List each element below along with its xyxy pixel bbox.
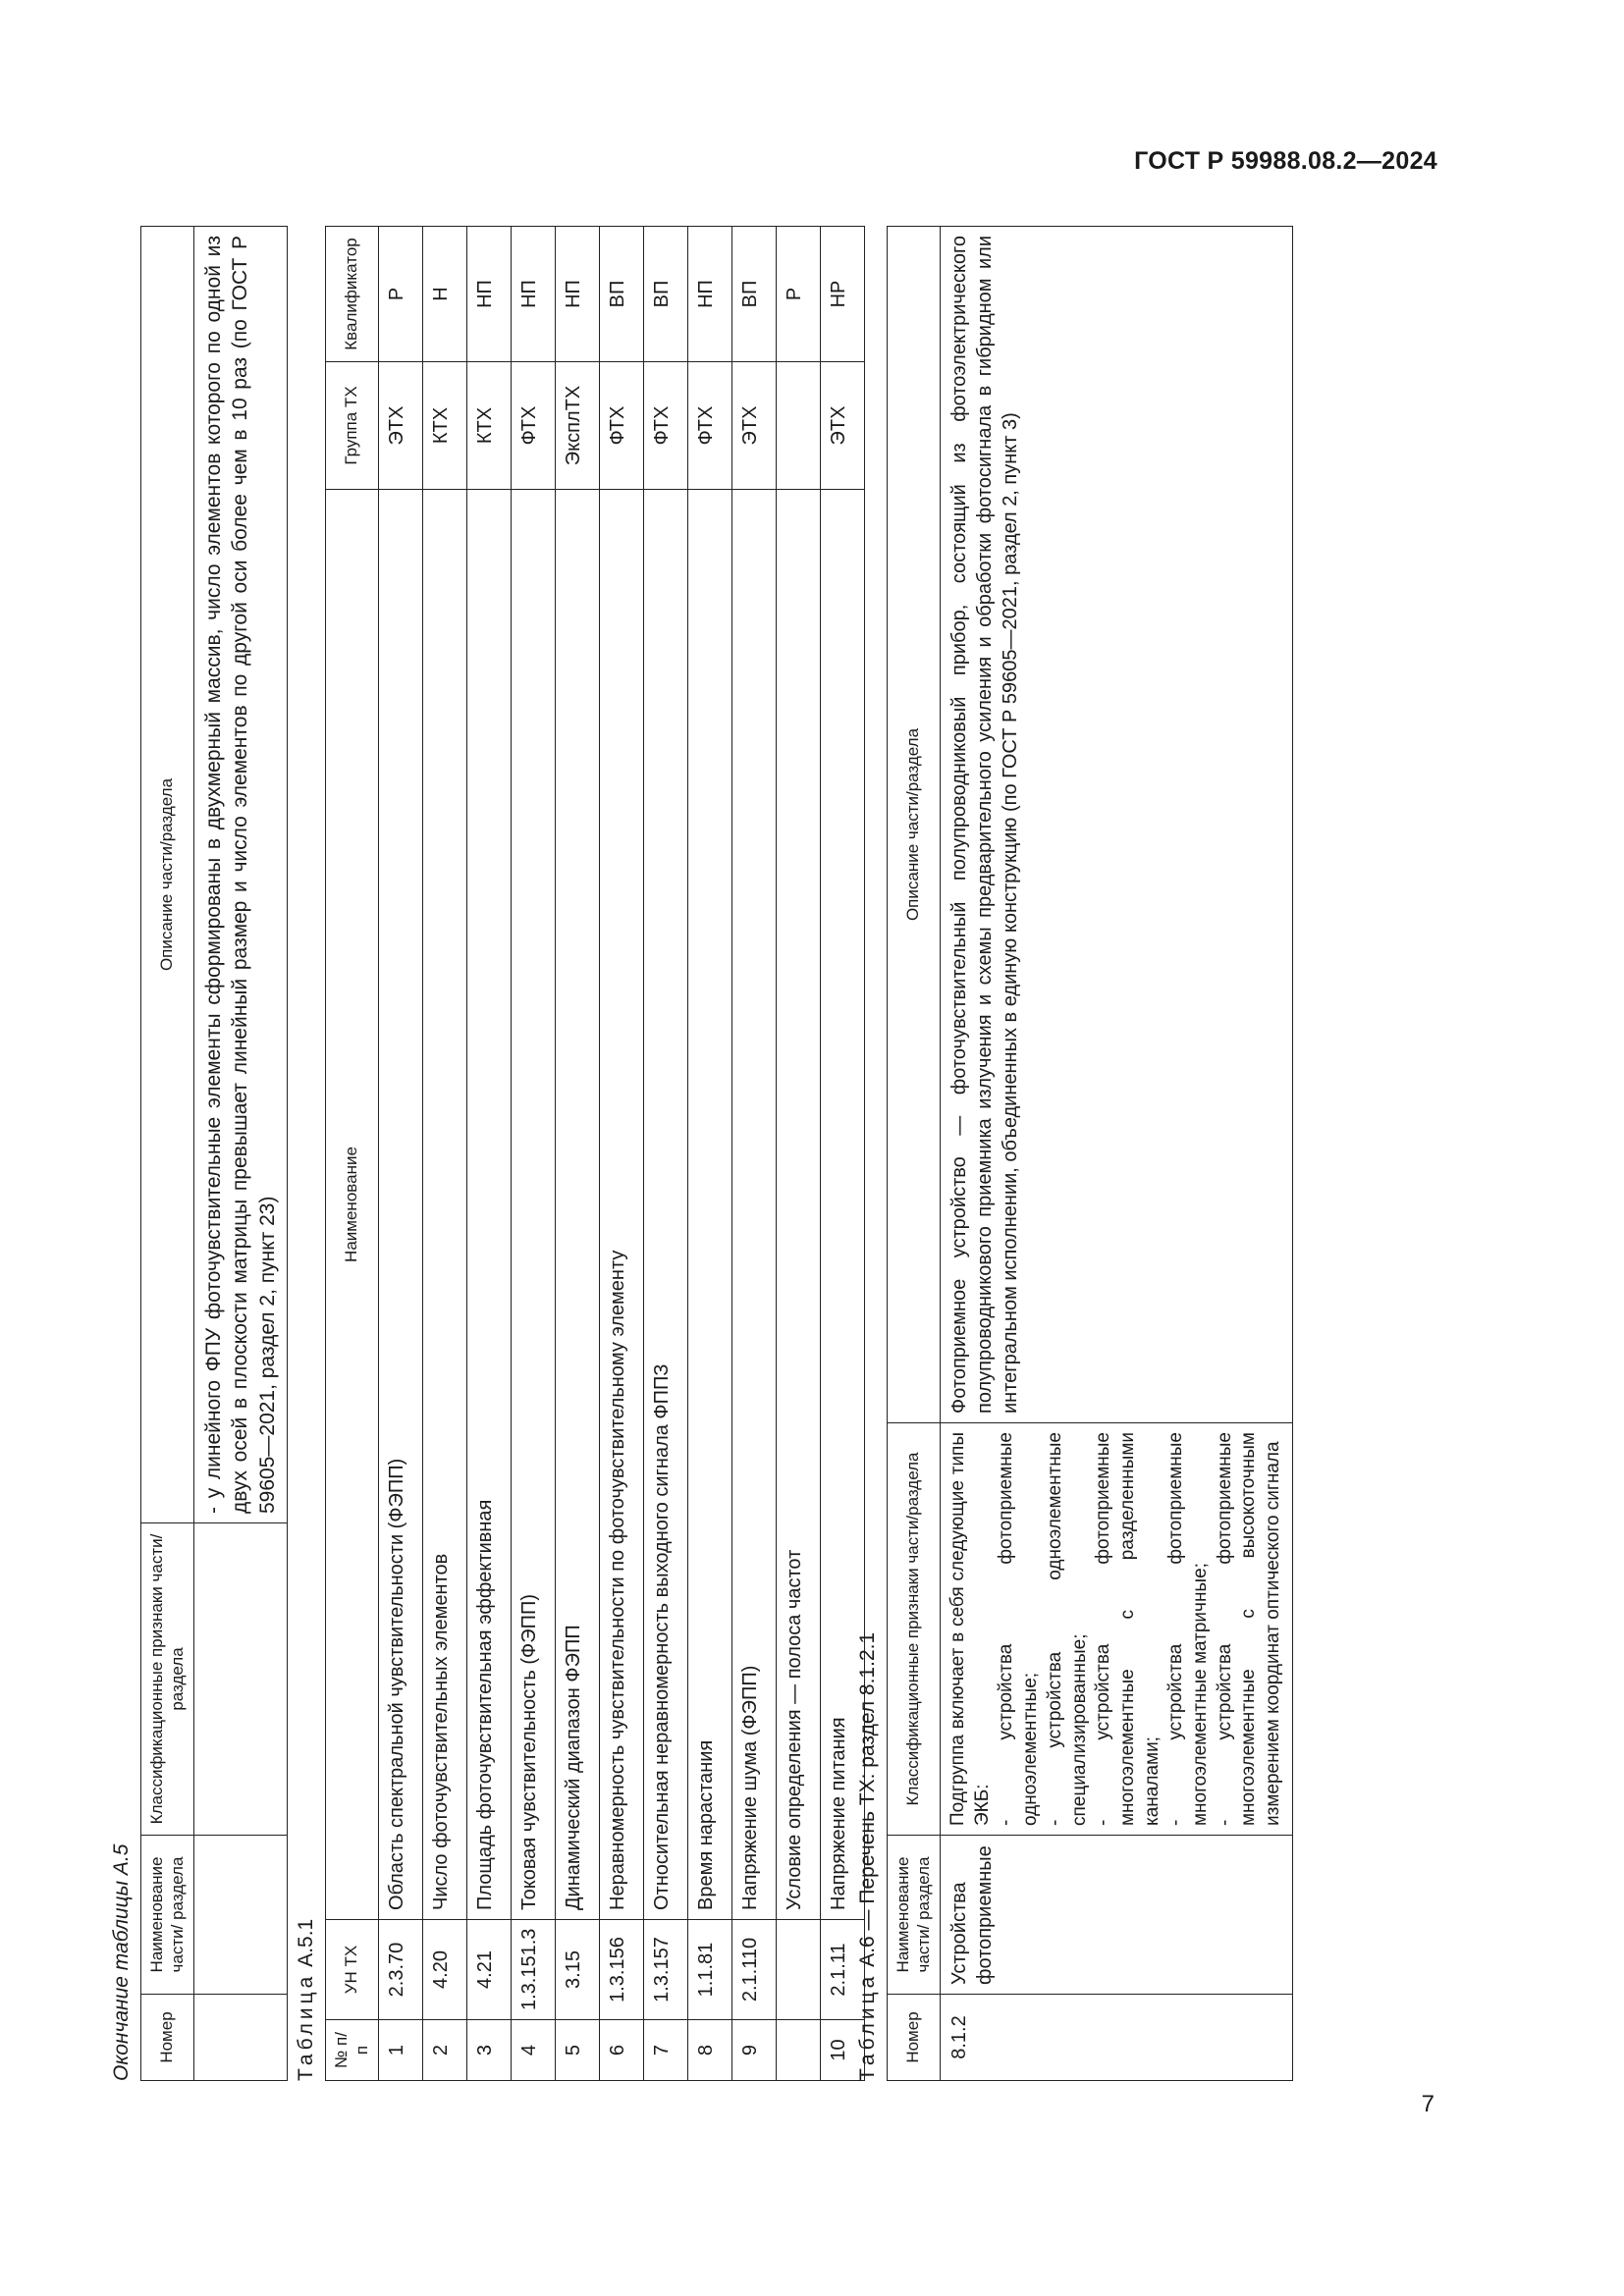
- table-header-row: [888, 227, 941, 2081]
- table-row: [941, 227, 1293, 2081]
- cell-description: - у линейного ФПУ фоточувствительные элементы сформированы в двухмерный массив, число элементов которого по одной из двух осей в плоскости матрицы превышает линейный размер и число элементов по другой оси более чем в 10 раз (по ГОСТ Р 59605—2021, раздел 2, пункт 23): [194, 227, 288, 1523]
- cell-name: Число фоточувствительных элементов: [423, 490, 467, 1920]
- cell-qualifier: ВП: [644, 227, 688, 362]
- header-cell: Группа ТХ: [326, 362, 379, 490]
- header-cell: Наименование части/ раздела: [141, 1836, 194, 1995]
- cell-index: 7: [644, 2020, 688, 2081]
- cell-qualifier: Н: [423, 227, 467, 362]
- document-header: ГОСТ Р 59988.08.2—2024: [1134, 147, 1437, 175]
- header-cell: УН ТХ: [326, 1920, 379, 2020]
- cell-group: ФТХ: [512, 362, 556, 490]
- header-cell: Номер: [141, 1995, 194, 2081]
- cell-index: 8: [688, 2020, 732, 2081]
- cell-name: Динамический диапазон ФЭПП: [556, 490, 600, 1920]
- table-a51-caption: [293, 226, 319, 2081]
- header-cell: Квалификатор: [326, 227, 379, 362]
- cell-group: [777, 362, 821, 490]
- caption-number: А.5.1: [295, 1918, 317, 1967]
- cell-code: 2.1.110: [732, 1920, 777, 2020]
- features-line: - устройства фотоприемные многоэлементные с высокоточным измерением координат оптического сигнала: [1214, 1432, 1284, 1826]
- cell-group: КТХ: [423, 362, 467, 490]
- cell-group: КТХ: [467, 362, 512, 490]
- cell-description: Фотоприемное устройство — фоточувствительный полупроводниковый прибор, состоящий из фотоэлектрического полупроводникового приемника излучения и схемы предварительного усиления и обработки фотосигнала в гибридном или интегральном исполнении, объединенных в единую конструкцию (по ГОСТ Р 59605—2021, раздел 2, пункт 3): [941, 227, 1293, 1423]
- features-line: - устройства фотоприемные многоэлементные с разделенными каналами;: [1093, 1432, 1163, 1826]
- cell-qualifier: НП: [688, 227, 732, 362]
- cell-group: ЭксплТХ: [556, 362, 600, 490]
- cell-qualifier: ВП: [732, 227, 777, 362]
- caption-word: Таблица: [856, 1972, 879, 2081]
- table-a5-end-block: [108, 226, 288, 2081]
- cell-qualifier: НП: [512, 227, 556, 362]
- table-row: [512, 227, 556, 2081]
- table-row: [732, 227, 777, 2081]
- cell-code: 1.3.151.3: [512, 1920, 556, 2020]
- table-row: [600, 227, 644, 2081]
- table-a6-block: [854, 226, 1293, 2081]
- cell-name: Напряжение питания: [821, 490, 865, 1920]
- cell-name: Время нарастания: [688, 490, 732, 1920]
- cell-name: Напряжение шума (ФЭПП): [732, 490, 777, 1920]
- cell-code: 4.20: [423, 1920, 467, 2020]
- features-line: - устройства фотоприемные многоэлементные матричные;: [1165, 1432, 1211, 1826]
- header-cell: Номер: [888, 1995, 941, 2081]
- caption-word: Таблица: [295, 1972, 317, 2081]
- table-row: [194, 227, 288, 2081]
- table-header-row: [326, 227, 379, 2081]
- table-a6-caption: [854, 226, 881, 2081]
- header-cell: Описание части/раздела: [888, 227, 941, 1423]
- cell-code: 2.1.11: [821, 1920, 865, 2020]
- cell-qualifier: Р: [379, 227, 423, 362]
- cell-qualifier: НР: [821, 227, 865, 362]
- cell-group: ЭТХ: [379, 362, 423, 490]
- header-cell: Наименование: [326, 490, 379, 1920]
- table-row: [777, 227, 821, 2081]
- cell-index: 4: [512, 2020, 556, 2081]
- features-line: - устройства фотоприемные одноэлементные;: [996, 1432, 1042, 1826]
- table-a5-end-caption: Окончание таблицы А.5: [110, 1843, 133, 2081]
- cell-group: ЭТХ: [732, 362, 777, 490]
- header-cell: Классификационные признаки части/раздела: [888, 1423, 941, 1836]
- cell-qualifier: Р: [777, 227, 821, 362]
- cell-qualifier: НП: [556, 227, 600, 362]
- cell-number: [194, 1995, 288, 2081]
- features-line: Подгруппа включает в себя следующие типы ЭКБ:: [947, 1432, 993, 1826]
- page-number: 7: [1421, 2091, 1435, 2117]
- cell-name: Условие определения — полоса частот: [777, 490, 821, 1920]
- cell-name: Область спектральной чувствительности (ФЭПП): [379, 490, 423, 1920]
- header-cell: Классификационные признаки части/ раздела: [141, 1523, 194, 1836]
- table-row: [556, 227, 600, 2081]
- caption-rest: А.6 — Перечень ТХ: раздел 8.1.2.1: [856, 1631, 879, 1967]
- cell-name: [194, 1836, 288, 1995]
- table-a51-block: [293, 226, 865, 2081]
- cell-code: 3.15: [556, 1920, 600, 2020]
- cell-code: 1.3.156: [600, 1920, 644, 2020]
- table-header-row: [141, 227, 194, 2081]
- cell-name: Относительная неравномерность выходного сигнала ФППЗ: [644, 490, 688, 1920]
- cell-name: Токовая чувствительность (ФЭПП): [512, 490, 556, 1920]
- cell-index: 5: [556, 2020, 600, 2081]
- header-cell: Наименование части/ раздела: [888, 1836, 941, 1995]
- table-row: [644, 227, 688, 2081]
- header-cell: Описание части/раздела: [141, 227, 194, 1523]
- cell-index: 2: [423, 2020, 467, 2081]
- rotated-content: [108, 226, 1424, 2081]
- cell-code: 1.3.157: [644, 1920, 688, 2020]
- cell-code: 1.1.81: [688, 1920, 732, 2020]
- table-row: [467, 227, 512, 2081]
- cell-index: 3: [467, 2020, 512, 2081]
- cell-index: 9: [732, 2020, 777, 2081]
- cell-name: Устройства фотоприемные: [941, 1836, 1293, 1995]
- cell-index: 6: [600, 2020, 644, 2081]
- cell-features: [941, 1423, 1293, 1836]
- cell-index: [777, 2020, 821, 2081]
- cell-code: 4.21: [467, 1920, 512, 2020]
- cell-code: [777, 1920, 821, 2020]
- cell-code: 2.3.70: [379, 1920, 423, 2020]
- header-cell: № п/п: [326, 2020, 379, 2081]
- cell-index: 1: [379, 2020, 423, 2081]
- table-a5-end: [140, 226, 288, 2081]
- table-row: [379, 227, 423, 2081]
- cell-features: [194, 1523, 288, 1836]
- cell-number: 8.1.2: [941, 1995, 1293, 2081]
- features-line: - устройства одноэлементные специализированные;: [1044, 1432, 1090, 1826]
- cell-name: Площадь фоточувствительная эффективная: [467, 490, 512, 1920]
- cell-name: Неравномерность чувствительности по фоточувствительному элементу: [600, 490, 644, 1920]
- cell-qualifier: НП: [467, 227, 512, 362]
- table-a51: [325, 226, 865, 2081]
- cell-group: ФТХ: [688, 362, 732, 490]
- cell-group: ЭТХ: [821, 362, 865, 490]
- cell-group: ФТХ: [644, 362, 688, 490]
- cell-index: 10: [821, 2020, 865, 2081]
- table-a6: [887, 226, 1292, 2081]
- table-row: [423, 227, 467, 2081]
- table-row: [688, 227, 732, 2081]
- cell-group: ФТХ: [600, 362, 644, 490]
- cell-qualifier: ВП: [600, 227, 644, 362]
